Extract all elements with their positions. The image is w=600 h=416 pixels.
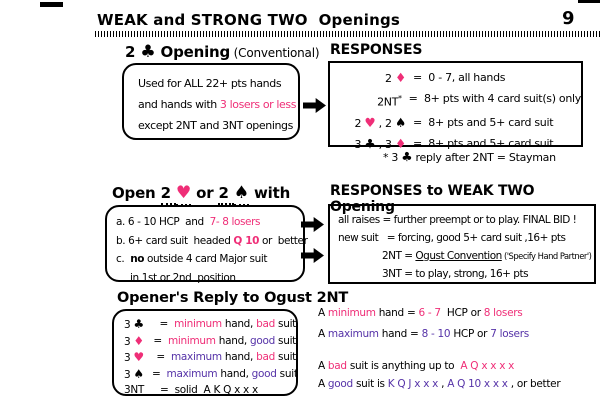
weak-two-requirements-box bbox=[105, 205, 308, 284]
text-segment: good bbox=[327, 378, 353, 390]
text-segment: 2 bbox=[354, 116, 365, 130]
text-segment: reply after 2NT = Stayman bbox=[412, 151, 556, 164]
2clubs-responses-box bbox=[328, 61, 583, 151]
text-segment: maximum bbox=[166, 367, 218, 380]
text-segment: bad bbox=[327, 360, 347, 372]
ogust-row bbox=[124, 383, 296, 399]
weak-response-line bbox=[338, 265, 594, 283]
bid-cell bbox=[124, 334, 145, 351]
legend-line-bad-suit bbox=[318, 359, 514, 373]
text-segment: = 8+ pts and 5+ card suit bbox=[413, 136, 554, 150]
text-segment: bad bbox=[256, 351, 275, 363]
text-segment: all raises = further preempt or to play. FINAL BID ! bbox=[338, 214, 577, 226]
text-segment: ♣ bbox=[133, 317, 144, 331]
text-segment: A bbox=[318, 307, 328, 319]
stayman-footnote bbox=[383, 149, 556, 164]
text-segment: minimum bbox=[167, 334, 216, 347]
text-segment: = 0 - 7, all hands bbox=[413, 71, 506, 84]
text-segment: hand, bbox=[217, 367, 252, 380]
response-row bbox=[330, 68, 581, 89]
text-segment: = 8+ pts and 5+ card suit bbox=[413, 115, 554, 129]
text-segment: A bbox=[318, 360, 328, 372]
text-segment: hand, bbox=[221, 318, 257, 330]
text-segment: suit is anything up to bbox=[346, 360, 461, 372]
heading-2clubs-opening bbox=[125, 42, 319, 62]
text-segment: c. bbox=[116, 253, 131, 265]
text-segment: in 1st or 2nd position bbox=[130, 271, 236, 284]
text-segment: 3NT bbox=[124, 384, 145, 396]
heading-open-weak-two bbox=[112, 183, 290, 203]
text-segment: 2 bbox=[218, 184, 233, 205]
text-segment: * bbox=[398, 94, 402, 103]
text-segment: HCP or bbox=[450, 328, 491, 340]
legend-line-maximum bbox=[318, 327, 529, 341]
meaning-cell bbox=[413, 68, 505, 89]
text-segment: ♥ bbox=[364, 114, 376, 130]
bid-cell bbox=[124, 383, 152, 399]
response-row bbox=[330, 113, 581, 134]
text-segment: hand, bbox=[221, 351, 257, 363]
text-segment: no bbox=[130, 253, 145, 265]
bid-cell bbox=[330, 89, 402, 113]
text-segment: Open bbox=[112, 184, 161, 202]
text-segment: HCP or bbox=[440, 307, 484, 319]
binder-tab-mark bbox=[40, 2, 63, 7]
text-segment: = bbox=[159, 318, 175, 330]
requirement-line bbox=[116, 232, 308, 251]
legend-line-good-suit bbox=[318, 377, 560, 391]
text-segment: a. 6 - 10 HCP and bbox=[116, 216, 210, 228]
text-segment: 2 bbox=[161, 184, 176, 205]
text-segment: suit is bbox=[352, 378, 388, 390]
text-segment: hand = bbox=[378, 328, 422, 340]
text-segment: suit bbox=[276, 367, 298, 380]
text-segment: 7 losers bbox=[490, 328, 529, 340]
condition-line bbox=[138, 73, 298, 94]
condition-line bbox=[138, 94, 298, 115]
text-segment: ♦ bbox=[394, 70, 406, 85]
meaning-cell bbox=[409, 89, 581, 113]
text-segment: suit bbox=[275, 318, 296, 330]
text-segment: 6 - 7 bbox=[418, 307, 441, 319]
text-segment: ♠ bbox=[133, 366, 144, 381]
text-segment: Ogust Convention bbox=[415, 250, 502, 262]
responses-heading: RESPONSES bbox=[330, 42, 423, 58]
text-segment: ♥ bbox=[133, 350, 144, 364]
ogust-row bbox=[124, 334, 296, 351]
text-segment: Opening bbox=[155, 43, 231, 61]
flow-arrow-icon bbox=[303, 98, 326, 113]
text-segment: 3NT = to play, strong, 16+ pts bbox=[382, 268, 529, 280]
text-segment: A Q x x x x bbox=[460, 360, 515, 372]
text-segment: = bbox=[153, 334, 168, 347]
text-segment: except 2NT and 3NT openings bbox=[138, 119, 293, 132]
text-segment: 3 bbox=[124, 352, 134, 364]
page-title: WEAK and STRONG TWO Openings bbox=[97, 11, 401, 29]
2clubs-conditions-box bbox=[122, 63, 300, 140]
text-segment: bad bbox=[256, 318, 275, 330]
meaning-cell bbox=[156, 350, 296, 367]
text-segment: = bbox=[156, 351, 171, 363]
text-segment: 2NT = bbox=[382, 250, 416, 262]
text-segment: , 2 bbox=[375, 116, 395, 130]
text-segment: good bbox=[251, 367, 277, 380]
legend-line-minimum bbox=[318, 306, 522, 320]
text-segment: 3 bbox=[124, 335, 134, 348]
text-segment: = solid A K Q x x x bbox=[160, 384, 258, 396]
text-segment: hand, bbox=[215, 334, 251, 347]
requirement-line bbox=[116, 250, 303, 269]
text-segment: b. 6+ card suit headed bbox=[116, 234, 234, 247]
text-segment: ♠ bbox=[394, 114, 406, 130]
ogust-replies-box bbox=[112, 309, 298, 396]
page-number: 9 bbox=[562, 8, 575, 29]
text-segment: (Conventional) bbox=[230, 46, 320, 60]
bid-cell bbox=[330, 113, 406, 134]
text-segment: 2NT bbox=[377, 95, 399, 109]
text-segment: and hands with bbox=[138, 98, 220, 111]
text-segment: or bbox=[191, 184, 219, 202]
requirement-line bbox=[116, 269, 303, 288]
bid-cell bbox=[330, 68, 406, 89]
text-segment: outside 4 card Major suit bbox=[144, 253, 268, 265]
text-segment: hand = bbox=[375, 307, 419, 319]
text-segment: 2 bbox=[125, 43, 141, 61]
text-segment: new suit = forcing, good 5+ card suit ,16+ pts bbox=[338, 232, 566, 244]
text-segment: 3 bbox=[354, 137, 365, 151]
text-segment: 2 bbox=[385, 72, 395, 85]
bid-cell bbox=[124, 317, 151, 334]
text-segment: 3 bbox=[124, 368, 134, 381]
meaning-cell bbox=[160, 383, 258, 399]
text-segment: A bbox=[318, 328, 328, 340]
meaning-cell bbox=[153, 334, 296, 351]
text-segment: 3 bbox=[124, 319, 134, 331]
text-segment: suit bbox=[275, 351, 296, 363]
text-segment: ♠ bbox=[234, 183, 249, 206]
bid-cell bbox=[124, 367, 144, 384]
text-segment: ♣ bbox=[401, 149, 413, 164]
ogust-row bbox=[124, 317, 296, 334]
text-segment: good bbox=[250, 334, 275, 347]
weak-two-responses-box bbox=[328, 204, 596, 284]
text-segment: ('Specify Hand Partner') bbox=[501, 251, 592, 261]
text-segment: , bbox=[438, 378, 448, 390]
text-segment: minimum bbox=[174, 318, 222, 330]
ogust-row bbox=[124, 350, 296, 367]
text-segment: 8 - 10 bbox=[421, 328, 451, 340]
text-segment: 8 losers bbox=[483, 307, 523, 319]
weak-response-line bbox=[338, 229, 594, 247]
text-segment: ♣ bbox=[140, 42, 156, 62]
requirement-line bbox=[116, 213, 303, 232]
text-segment: A Q 10 x x x bbox=[447, 378, 508, 390]
text-segment: minimum bbox=[327, 307, 376, 319]
bid-cell bbox=[124, 350, 148, 367]
text-segment: 7- 8 losers bbox=[209, 216, 261, 228]
text-segment: 3 losers or less bbox=[219, 98, 297, 111]
text-segment: = 8+ pts with 4 card suit(s) only bbox=[408, 92, 581, 105]
text-segment: suit bbox=[275, 334, 296, 347]
text-segment: * 3 bbox=[383, 151, 402, 164]
text-segment: with bbox=[249, 184, 291, 202]
text-segment: ♦ bbox=[394, 135, 406, 151]
meaning-cell bbox=[152, 367, 298, 384]
text-segment: ♥ bbox=[176, 183, 191, 206]
text-segment: , or better bbox=[507, 378, 561, 390]
text-segment: K Q J x x x bbox=[387, 378, 439, 390]
corner-mark bbox=[578, 0, 600, 3]
text-segment: ♦ bbox=[133, 333, 144, 348]
ogust-row bbox=[124, 367, 296, 384]
text-segment: = bbox=[151, 367, 167, 380]
heading-ogust-reply: Opener's Reply to Ogust 2NT bbox=[117, 290, 349, 306]
text-segment: A bbox=[318, 378, 328, 390]
weak-response-line bbox=[338, 211, 594, 229]
text-segment: maximum bbox=[170, 351, 222, 363]
meaning-cell bbox=[159, 317, 296, 334]
weak-response-line bbox=[338, 247, 594, 265]
text-segment: ♣ bbox=[364, 135, 376, 151]
condition-line bbox=[138, 115, 298, 136]
header-rule bbox=[95, 31, 600, 37]
text-segment: maximum bbox=[327, 328, 379, 340]
text-segment: Used for ALL 22+ pts hands bbox=[138, 77, 282, 90]
meaning-cell bbox=[413, 113, 553, 134]
weak-two-responses-heading: RESPONSES to WEAK TWO Opening bbox=[330, 183, 535, 215]
text-segment: , 3 bbox=[375, 137, 395, 151]
text-segment: or better bbox=[259, 234, 308, 247]
response-row bbox=[330, 89, 581, 113]
text-segment: Q 10 bbox=[233, 234, 260, 247]
